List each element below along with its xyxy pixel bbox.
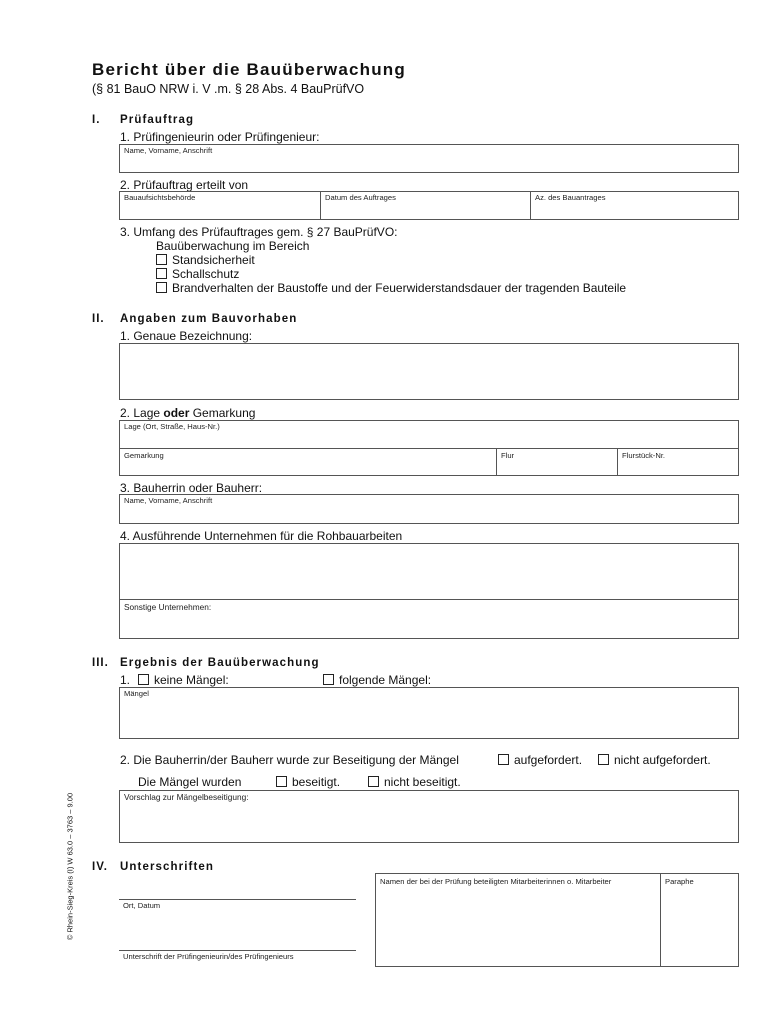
section-1-number: I. (92, 114, 101, 126)
option-label: Brandverhalten der Baustoffe und der Feuerwiderstandsdauer der tragenden Bauteile (172, 281, 627, 295)
examiner-name-field[interactable] (119, 144, 739, 173)
place-date-field[interactable] (119, 880, 356, 899)
district-caption: Gemarkung (124, 451, 164, 460)
option-resolved[interactable] (276, 775, 340, 789)
checkbox[interactable] (498, 754, 509, 765)
section-4-number: IV. (92, 861, 109, 873)
s1-q3-sub: Bauüberwachung im Bereich (156, 239, 310, 253)
location-caption: Lage (Ort, Straße, Haus-Nr.) (124, 422, 220, 431)
option-label: Schallschutz (172, 267, 240, 281)
order-date-field[interactable] (320, 192, 529, 219)
file-number-caption: Az. des Bauantrages (535, 193, 606, 202)
section-2-number: II. (92, 313, 105, 325)
flur-field[interactable] (496, 448, 616, 475)
checkbox[interactable] (156, 268, 167, 279)
examiner-name-caption: Name, Vorname, Anschrift (124, 146, 213, 155)
option-label: nicht beseitigt. (384, 775, 461, 789)
remedy-proposal-caption: Vorschlag zur Mängelbeseitigung: (124, 792, 249, 802)
staff-names-header: Namen der bei der Prüfung beteiligten Mitarbeiterinnen o. Mitarbeiter (380, 877, 612, 886)
authority-caption: Bauaufsichtsbehörde (124, 193, 196, 202)
section-1-title: Prüfauftrag (120, 114, 195, 126)
signature-caption: Unterschrift der Prüfingenieurin/des Prüfingenieurs (123, 952, 294, 961)
section-3-number: III. (92, 657, 109, 669)
option-label: beseitigt. (292, 775, 341, 789)
rough-construction-contractors-field[interactable] (120, 544, 738, 598)
signature-field[interactable] (119, 920, 356, 950)
parcel-field[interactable] (617, 448, 738, 475)
s3-q2b-label: Die Mängel wurden (138, 775, 242, 789)
s1-q1-label: 1. Prüfingenieurin oder Prüfingenieur: (120, 130, 320, 144)
section-3-title: Ergebnis der Bauüberwachung (120, 657, 320, 669)
remedy-proposal-field[interactable] (119, 790, 739, 843)
s2-q4-label: 4. Ausführende Unternehmen für die Rohbauarbeiten (120, 529, 403, 543)
section-2-title: Angaben zum Bauvorhaben (120, 313, 298, 325)
s3-q2-label: 2. Die Bauherrin/der Bauherr wurde zur Beseitigung der Mängel (120, 753, 459, 767)
client-name-caption: Name, Vorname, Anschrift (124, 496, 213, 505)
s2-q1-label: 1. Genaue Bezeichnung: (120, 329, 253, 343)
file-number-field[interactable] (530, 192, 738, 219)
option-schallschutz[interactable] (156, 267, 239, 281)
project-description-field[interactable] (119, 343, 739, 400)
authority-field[interactable] (120, 192, 319, 219)
staff-names-field[interactable] (376, 888, 658, 966)
place-date-caption: Ort, Datum (123, 901, 161, 910)
s1-q2-label: 2. Prüfauftrag erteilt von (120, 178, 249, 192)
option-not-requested[interactable] (598, 753, 711, 767)
defects-caption: Mängel (124, 689, 149, 698)
other-contractors-field[interactable] (120, 599, 738, 638)
s3-q1-number: 1. (120, 673, 131, 687)
s1-q3-label: 3. Umfang des Prüfauftrages gem. § 27 BauPrüfVO: (120, 225, 398, 239)
option-requested[interactable] (498, 753, 582, 767)
paraphe-header: Paraphe (665, 877, 694, 886)
checkbox[interactable] (156, 254, 167, 265)
option-label: aufgefordert. (514, 753, 583, 767)
option-label: Standsicherheit (172, 253, 255, 267)
s2-q2-label: 2. Lage oder Gemarkung (120, 406, 256, 420)
checkbox[interactable] (598, 754, 609, 765)
option-not-resolved[interactable] (368, 775, 461, 789)
option-no-defects[interactable] (138, 673, 229, 687)
form-title: Bericht über die Bauüberwachung (92, 60, 406, 79)
checkbox[interactable] (368, 776, 379, 787)
place-date-line (119, 899, 356, 900)
s2-q3-label: 3. Bauherrin oder Bauherr: (120, 481, 263, 495)
option-label: folgende Mängel: (339, 673, 432, 687)
option-label: nicht aufgefordert. (614, 753, 711, 767)
district-field[interactable] (120, 448, 495, 475)
paraphe-field[interactable] (661, 888, 738, 966)
copyright-note: © Rhein-Sieg-Kreis (I) W 63.0 – 3763 – 9.00 (65, 792, 75, 941)
option-standsicherheit[interactable] (156, 253, 255, 267)
flur-caption: Flur (501, 451, 515, 460)
form-subtitle: (§ 81 BauO NRW i. V .m. § 28 Abs. 4 BauPrüfVO (92, 82, 365, 96)
option-brandverhalten[interactable] (156, 281, 626, 295)
order-date-caption: Datum des Auftrages (325, 193, 396, 202)
option-label: keine Mängel: (154, 673, 229, 687)
defects-field[interactable] (119, 687, 739, 739)
option-following-defects[interactable] (323, 673, 431, 687)
other-contractors-caption: Sonstige Unternehmen: (124, 602, 212, 612)
location-field[interactable] (120, 421, 738, 447)
signature-line (119, 950, 356, 951)
checkbox[interactable] (156, 282, 167, 293)
parcel-caption: Flurstück-Nr. (622, 451, 666, 460)
checkbox[interactable] (276, 776, 287, 787)
section-4-title: Unterschriften (120, 861, 214, 873)
client-name-field[interactable] (119, 494, 739, 524)
checkbox[interactable] (138, 674, 149, 685)
checkbox[interactable] (323, 674, 334, 685)
